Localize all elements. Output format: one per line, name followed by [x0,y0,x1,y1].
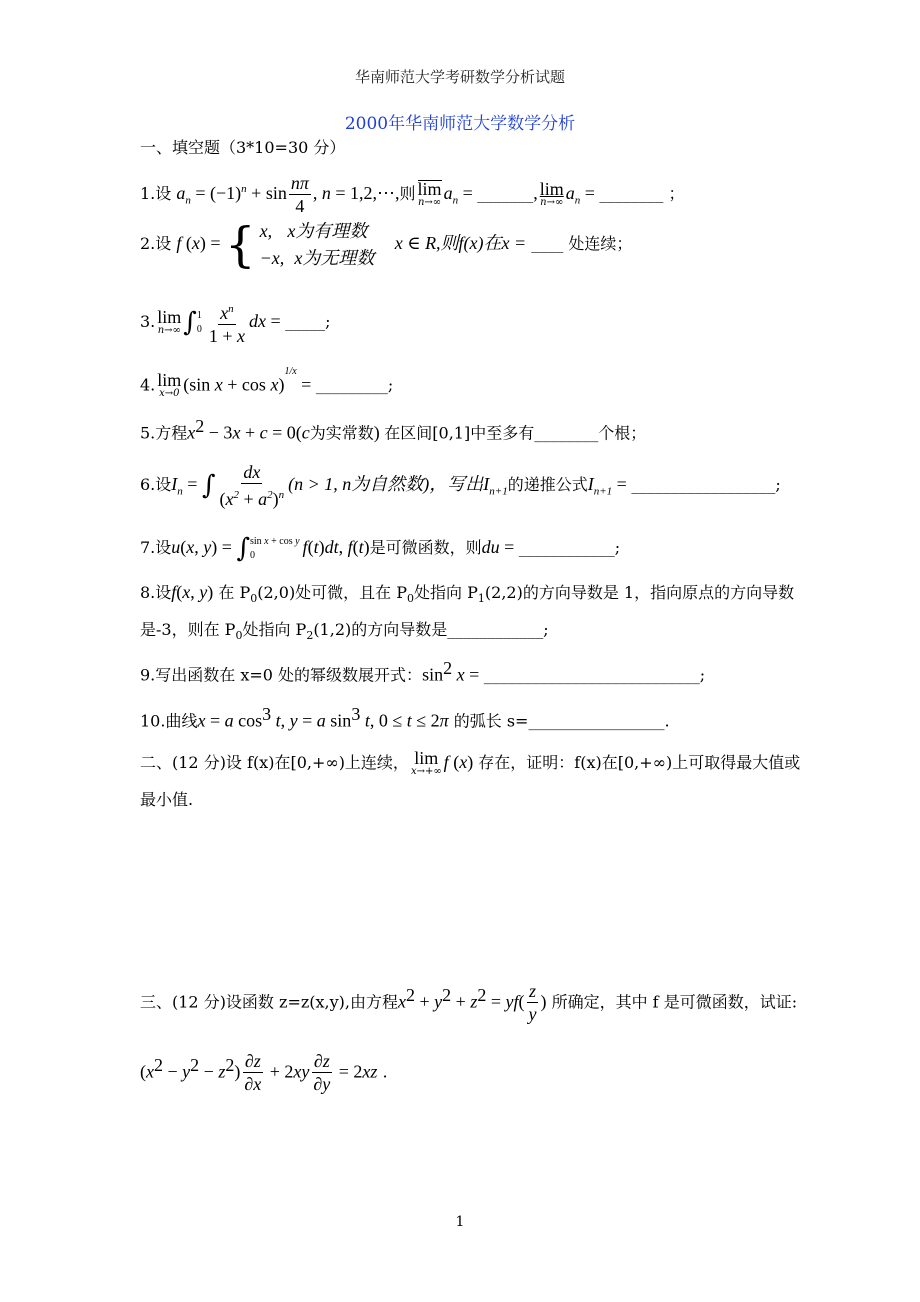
question-1: 1.设 $a_n = (-1)^n + \sin$ $\frac{n\pi}{4}$ , n = 1,2,⋯,则 lim n→∞ $a_n$ = _______, lim n→∞ $a_n$ = ________ ； [140,173,685,216]
q10-blank: _________________ [528,711,665,731]
question-5: 5.方程$x^2 - 3x + c = 0(c$为实常数) 在区间[0,1]中至多有________个根； [140,416,647,443]
q3-fraction: $\frac{x^n}{1 + x}$ [207,298,247,347]
q8-line1-e: (2,2)的方向导数是 1，指向原点的方向导数 [484,583,795,602]
q5-text-b: 在区间[0,1]中至多有 [384,423,535,443]
q8-line2-b: 处指向 P [242,620,307,639]
q2-piecewise: { x, x为有理数 −x, x为无理数 [225,216,375,273]
q8-line1-a: 8.设 [140,583,172,602]
q9-end: ; [699,665,706,685]
q6-number: 6. [140,475,156,494]
q1-fraction: $\frac{n\pi}{4}$ [290,173,309,216]
q10-end: . [664,711,670,731]
q2-blank: ____ [531,234,564,253]
section3-end: . [382,1062,388,1082]
q3-blank: _____ [285,312,326,331]
q2-case2-cond: x为无理数 [294,247,375,268]
q9-text: 9.写出函数在 x=0 处的幂级数展开式： [140,665,423,685]
section2-line-1: 二、(12 分)设 f(x)在[0,+∞)上连续， lim x→+∞ f (x) 存在，证明：f(x)在[0,+∞)上可取得最大值或 [140,747,801,777]
q6-end: ; [775,475,781,494]
q1-formula: $a_n$ [176,183,191,207]
q7-text-b: 是可微函数，则 [369,538,482,557]
q7-end: ; [614,538,621,557]
question-9: 9.写出函数在 x=0 处的幂级数展开式：$\sin^2 x$ = ___________________________; [140,658,706,685]
section2-text-b: 存在，证明：f(x)在[0,+∞)上可取得最大值或 [478,753,801,772]
exam-title: 2000年华南师范大学数学分析 [344,114,576,134]
q8-line2-c: (1,2)的方向导数是 [313,620,448,639]
page-number: 1 [455,1214,465,1230]
q10-text-b: 的弧长 s= [453,711,529,731]
q8-line2-a: 是-3，则在 P [140,620,236,639]
q2-text-b: x ∈ R,则f(x)在x = [394,233,527,253]
q5-number: 5. [140,423,156,443]
question-4: 4. lim x→0 (sin x + cos x)$^{1/x}$ = _________; [140,366,394,399]
section3-text-b: 所确定，其中 f 是可微函数，试证: [551,992,798,1012]
q1-blank-2: ________ [599,184,664,203]
q7-text-a: 设 [155,538,172,557]
q2-text-a: 设 [155,234,172,253]
q1-limsup: lim n→∞ [417,179,442,208]
section3-equation: $(x^2 - y^2 - z^2)$ $\frac{\partial z}{\partial x}$ + 2xy $\frac{\partial z}{\partial y}$ = 2xz . [140,1051,388,1095]
q8-end: ; [543,620,549,639]
q6-blank: __________________ [631,475,776,494]
section3-fraction: $\frac{z}{y}$ [528,981,537,1025]
section2-line-2: 最小值. [140,790,194,809]
question-2: 2.设 f (x) = { x, x为有理数 −x, x为无理数 x ∈ R,则f(x)在x = ____ 处连续； [140,216,633,273]
q4-end: ; [387,375,394,395]
q1-number: 1. [140,184,156,203]
question-8-line-2: 是-3，则在 $P_0$处指向 $P_2(1,2)$的方向导数是____________; [140,620,549,643]
section1-heading: 一、填空题（3*10=30 分） [140,138,346,157]
q3-number: 3. [140,312,156,331]
q6-text-b: (n > 1, n为自然数)，写出 [288,474,484,494]
section2-text-a: 二、(12 分)设 f(x)在[0,+∞)上连续， [140,753,409,772]
page-header: 华南师范大学考研数学分析试题 [354,68,565,86]
q2-case1-cond: x为有理数 [287,220,368,241]
q5-text-a: 方程 [155,423,188,443]
q8-line1-d: 处指向 P [414,583,478,602]
q1-text-b: 则 [399,184,416,203]
q10-text-a: 曲线 [165,711,198,731]
q6-text-a: 设 [155,475,172,494]
q7-blank: ____________ [518,538,615,557]
q2-number: 2. [140,234,156,253]
q5-end: 个根； [598,423,647,443]
q10-number: 10. [140,711,166,731]
q8-line1-b: 在 P [218,583,251,602]
q1-blank-1: _______ [477,184,534,203]
q7-number: 7. [140,538,156,557]
q1-text-a: 设 [155,184,172,203]
question-10: 10.曲线x = a $\cos^3 t$, y = a $\sin^3 t$, 0 ≤ t ≤ 2π 的弧长 s=_________________. [140,704,670,731]
q2-case2-expr: −x, [259,247,285,268]
q2-end: 处连续； [568,234,633,253]
q4-blank: _________ [315,375,388,395]
question-7: 7.设u(x, y) = ∫ sin x + cos y 0 f(t)dt, f(t)是可微函数，则du = ____________; [140,533,621,564]
q8-blank: ____________ [447,620,544,639]
q5-blank: ________ [534,423,599,443]
q2-case1-expr: x, [259,220,273,241]
question-6: 6.设$I_n$ = ∫ $\frac{dx}{(x^2 + a^2)^n}$ (n > 1, n为自然数)，写出$I_{n+1}$的递推公式$I_{n+1}$ = __________________; [140,462,781,509]
q6-text-c: 的递推公式 [507,475,588,494]
q9-blank: ___________________________ [483,665,700,685]
q6-fraction: $\frac{dx}{(x^2 + a^2)^n}$ [219,462,285,509]
question-3: 3. lim n→∞ ∫ 1 0 $\frac{x^n}{1 + x}$ dx = _____; [140,294,331,350]
q1-liminf: lim n→∞ [539,178,564,208]
q3-end: ; [325,312,331,331]
q4-number: 4. [140,375,156,395]
q1-end: ； [668,184,685,203]
q8-line1-c: (2,0)处可微，且在 P [257,583,408,602]
question-8-line-1: 8.设f(x, y) 在 $P_0(2,0)$处可微，且在 $P_0$处指向 $P_1(2,2)$的方向导数是 1，指向原点的方向导数 [140,582,795,606]
section3-text-a: 三、(12 分)设函数 z=z(x,y),由方程 [140,992,399,1012]
section3-line-1: 三、(12 分)设函数 z=z(x,y),由方程$x^2 + y^2 + z^2 = yf$( $\frac{z}{y}$ ) 所确定，其中 f 是可微函数，试证: [140,981,798,1025]
